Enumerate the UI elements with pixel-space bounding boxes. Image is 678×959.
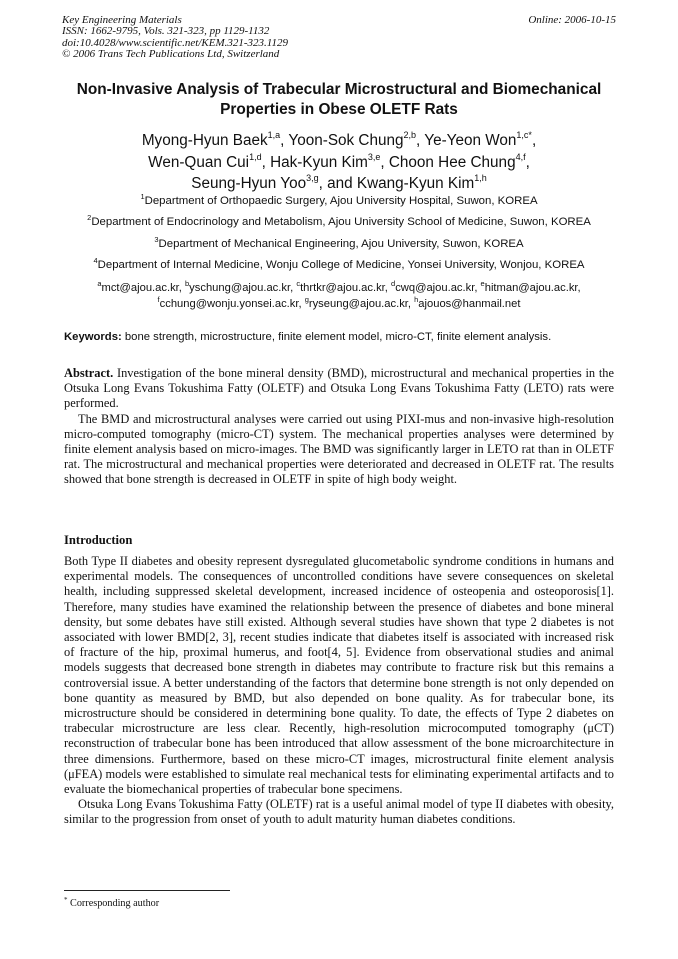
author-separator: , bbox=[380, 153, 389, 171]
email-address: ajouos@hanmail.net bbox=[418, 298, 521, 310]
keywords-text: bone strength, microstructure, finite element model, micro-CT, finite element analysis. bbox=[121, 331, 552, 343]
email-address: cchung@wonju.yonsei.ac.kr bbox=[159, 298, 299, 310]
affiliation-text: Department of Mechanical Engineering, Ajou University, Suwon, KOREA bbox=[158, 238, 524, 250]
author-affiliation-mark: 2,b bbox=[403, 130, 417, 140]
footnote-mark: * bbox=[64, 896, 68, 904]
introduction-paragraph-2: Otsuka Long Evans Tokushima Fatty (OLETF) rat is a useful animal model of type II diabetes with obesity, similar to the progression from onset of youth to adult maturity human diabetes conditions. bbox=[64, 797, 614, 827]
affiliation-2 bbox=[40, 215, 638, 229]
author-and: , and bbox=[318, 175, 357, 192]
author-name: Choon Hee Chung bbox=[388, 153, 516, 171]
affiliation-3 bbox=[40, 237, 638, 251]
affiliation-number: 2 bbox=[87, 213, 92, 222]
author-name: Ye-Yeon Won bbox=[424, 132, 517, 149]
author-emails bbox=[40, 280, 638, 312]
email-mark: h bbox=[414, 295, 419, 304]
email-line-1: $^a$mct@ajou.ac.kr, $^b$yschung@ajou.ac.kr, $^c$thrtkr@ajou.ac.kr, $^d$cwq@ajou.ac.kr, $^e$hitman@ajou.ac.kr, bbox=[97, 279, 581, 294]
author-line-2: Wen-Quan Cui$^{1,d}$, Hak-Kyun Kim$^{3,e}$, Choon Hee Chung$^{4,f}$, bbox=[148, 151, 530, 171]
abstract-label: Abstract. bbox=[64, 366, 114, 380]
footnote-divider bbox=[64, 890, 230, 891]
journal-name: Key Engineering Materials bbox=[62, 14, 182, 26]
author-name: Hak-Kyun Kim bbox=[270, 153, 368, 171]
email-mark: c bbox=[296, 279, 301, 288]
author-list bbox=[40, 130, 638, 195]
abstract-paragraph-2: The BMD and microstructural analyses were carried out using PIXI-mus and non-invasive high-resolution micro-computed tomography (micro-CT) system. The mechanical properties analyses were determined by finite element analysis based on micro-images. The BMD was significantly larger in LETO rat than in OLETF rat. The microstructural and mechanical properties were deteriorated and decreased in OLETF rat. The results showed that bone strength is decreased in OLETF in spite of high body weight. bbox=[64, 411, 614, 487]
abstract bbox=[64, 366, 614, 488]
email-address: thrtkr@ajou.ac.kr bbox=[300, 282, 385, 294]
introduction-paragraph-1: Both Type II diabetes and obesity represent dysregulated glucometabolic syndrome conditions in humans and experimental models. The consequences of uncontrolled conditions have severe consequences on skeletal health, including suppressed skeletal development, increased incidence of osteopenia and osteoporosis[1]. Therefore, many studies have examined the relationship between the presence of diabetes and bone mineral density, but some debates have still existed. Although several studies have shown that type 2 diabetes is not associated with lower BMD[2, 3], recent studies indicate that diabetes itself is associated with increased risk of fracture of the hip, proximal humerus, and foot[4, 5]. Evidence from observational studies and animal models suggests that decreased bone strength in diabetes may contribute to fracture risk but this remains a controversial issue. A better understanding of the factors that determine bone strength is not only depended on bone quantity as measured by BMD, but also depended on bone quality. As for trabecular bone, its microstructure should be considered in determining bone quality. To date, the effects of Type 2 diabetes on trabecular microstructure are less clear. Recently, high-resolution microcomputed tomography (μCT) reconstruction of trabecular bone has been introduced that allow assessment of the bone microarchitecture in three dimensions. Furthermore, based on these micro-CT images, microstructural finite element analysis (μFEA) models were established to simulate real mechanical tests for eliminating experimental artifacts and to evaluate the biomechanical properties of trabecular bone specimens. bbox=[64, 554, 614, 797]
affiliation-text: Department of Internal Medicine, Wonju College of Medicine, Yonsei University, Wonjou, KOREA bbox=[97, 259, 585, 271]
affiliation-text: Department of Endocrinology and Metabolism, Ajou University School of Medicine, Suwon, KOREA bbox=[91, 216, 591, 228]
author-separator: , bbox=[261, 153, 271, 171]
paper-title bbox=[40, 80, 638, 120]
email-line-2: $^f$cchung@wonju.yonsei.ac.kr, $^g$ryseung@ajou.ac.kr, $^h$ajouos@hanmail.net bbox=[157, 295, 521, 310]
email-mark: f bbox=[157, 295, 160, 304]
email-address: ryseung@ajou.ac.kr bbox=[308, 298, 408, 310]
author-name: Myong-Hyun Baek bbox=[141, 132, 268, 149]
email-address: hitman@ajou.ac.kr bbox=[484, 282, 578, 294]
footnote bbox=[64, 898, 159, 910]
abstract-paragraph-1 bbox=[64, 366, 614, 412]
online-date: Online: 2006-10-15 bbox=[528, 14, 616, 26]
footnote-text: Corresponding author bbox=[67, 898, 160, 909]
author-line-3 bbox=[40, 173, 638, 195]
email-mark: d bbox=[391, 279, 396, 288]
author-affiliation-mark: 1,a bbox=[267, 130, 281, 140]
copyright-line: © 2006 Trans Tech Publications Ltd, Switzerland bbox=[62, 48, 280, 61]
author-name: Kwang-Kyun Kim bbox=[356, 175, 475, 192]
email-mark: b bbox=[185, 279, 190, 288]
affiliation-1 bbox=[40, 194, 638, 208]
keywords bbox=[64, 330, 624, 344]
author-affiliation-mark: 1,c* bbox=[516, 130, 532, 140]
author-separator: , bbox=[416, 132, 425, 149]
affiliation-number: 3 bbox=[154, 235, 159, 244]
issn-line: ISSN: 1662-9795, Vols. 321-323, pp 1129-1132 bbox=[62, 25, 270, 38]
section-heading-introduction: Introduction bbox=[64, 533, 133, 547]
author-affiliation-mark: 1,h bbox=[474, 173, 487, 183]
affiliation-number: 4 bbox=[93, 256, 98, 265]
affiliation-number: 1 bbox=[140, 192, 145, 201]
affiliation-text: Department of Orthopaedic Surgery, Ajou University Hospital, Suwon, KOREA bbox=[144, 195, 538, 207]
author-affiliation-mark: 1,d bbox=[249, 151, 262, 162]
affiliation-4 bbox=[40, 258, 638, 272]
email-mark: a bbox=[97, 279, 102, 288]
introduction-body bbox=[64, 554, 614, 828]
author-affiliation-mark: 3,e bbox=[367, 151, 381, 162]
email-mark: g bbox=[304, 295, 309, 304]
email-address: mct@ajou.ac.kr bbox=[101, 282, 179, 294]
keywords-label: Keywords: bbox=[64, 331, 122, 343]
title-line-2: Properties in Obese OLETF Rats bbox=[220, 101, 458, 118]
author-line-1: Myong-Hyun Baek$^{1,a}$, Yoon-Sok Chung$^{2,b}$, Ye-Yeon Won$^{1,c*}$, bbox=[141, 130, 537, 149]
title-line-1: Non-Invasive Analysis of Trabecular Microstructural and Biomechanical bbox=[76, 81, 602, 98]
author-affiliation-mark: 4,f bbox=[515, 151, 526, 162]
author-separator: , bbox=[280, 132, 289, 149]
email-address: yschung@ajou.ac.kr bbox=[189, 282, 291, 294]
journal-header bbox=[62, 15, 288, 61]
author-name: Yoon-Sok Chung bbox=[288, 132, 404, 149]
author-name: Seung-Hyun Yoo bbox=[191, 175, 307, 192]
author-affiliation-mark: 3,g bbox=[306, 173, 319, 183]
abstract-text-1: Investigation of the bone mineral density (BMD), microstructural and mechanical properties in the Otsuka Long Evans Tokushima Fatty (OLETF) and Otsuka Long Evans Tokushima Fatty (LETO) rats were performed. bbox=[64, 366, 614, 411]
email-address: cwq@ajou.ac.kr bbox=[395, 282, 475, 294]
author-name: Wen-Quan Cui bbox=[148, 153, 250, 171]
email-mark: e bbox=[480, 279, 485, 288]
doi-line: doi:10.4028/www.scientific.net/KEM.321-323.1129 bbox=[62, 36, 288, 49]
